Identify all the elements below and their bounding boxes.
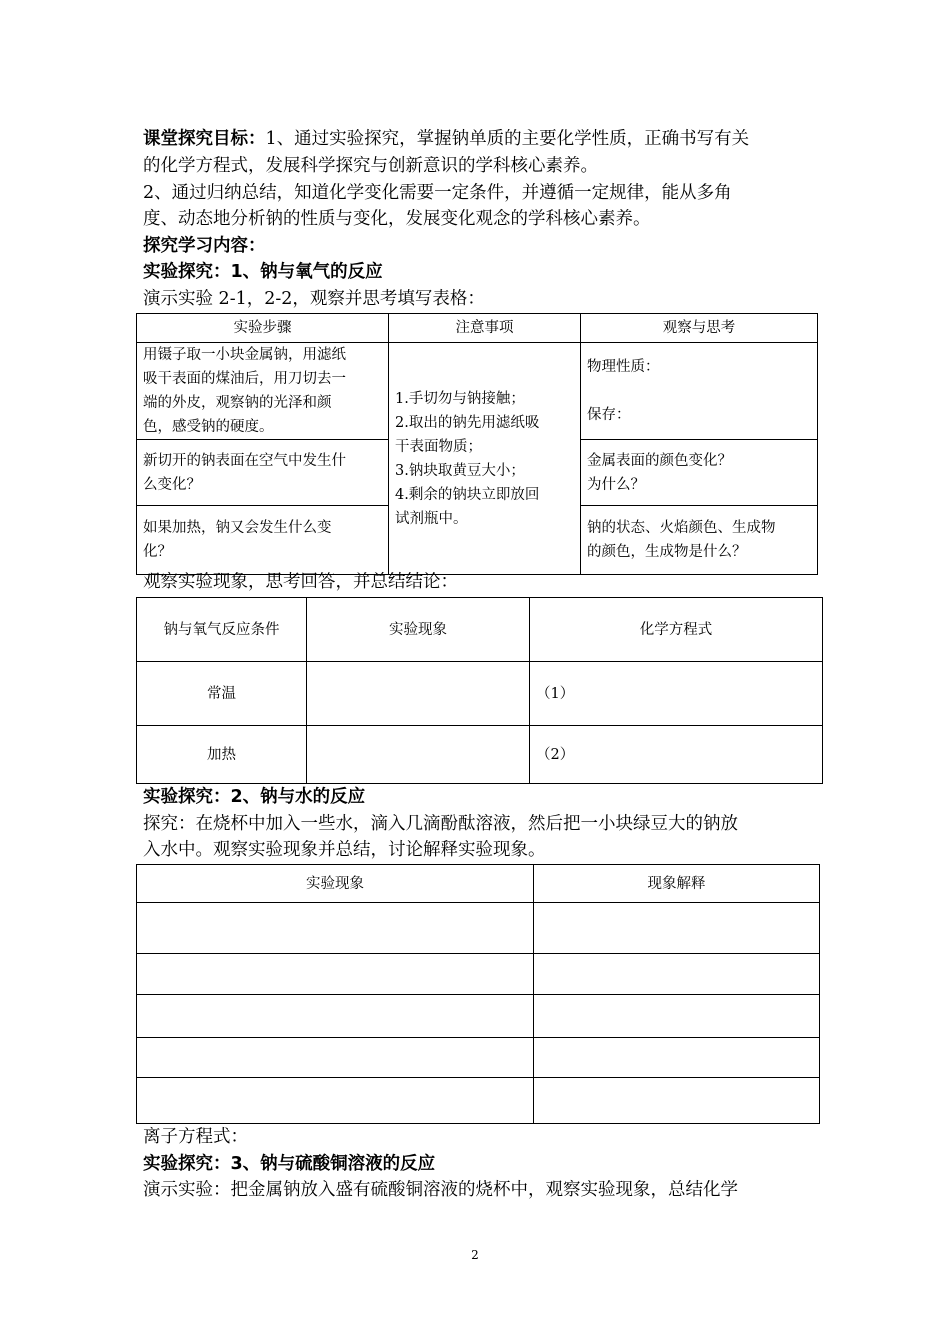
table2-condition-heating: 加热 — [137, 726, 307, 784]
table2-equation-1: （1） — [530, 662, 823, 726]
goal-1a: 1、通过实验探究，掌握钠单质的主要化学性质，正确书写有关 — [265, 129, 750, 149]
table1-header-step: 实验步骤 — [137, 314, 389, 343]
table2-phenomenon-2 — [307, 726, 530, 784]
table3-phenomenon-cell[interactable] — [137, 1038, 534, 1078]
table3-explanation-cell[interactable] — [534, 1078, 820, 1124]
exp2-desc-1: 探究：在烧杯中加入一些水，滴入几滴酚酞溶液，然后把一小块绿豆大的钠放 — [143, 814, 738, 834]
exp3-title: 实验探究：3、钠与硫酸铜溶液的反应 — [143, 1154, 436, 1174]
note-line: 4.剩余的钠块立即放回 — [395, 486, 540, 503]
table3-explanation-cell[interactable] — [534, 1038, 820, 1078]
exp2-desc-2: 入水中。观察实验现象并总结，讨论解释实验现象。 — [143, 840, 546, 860]
table1-observe-3 — [581, 506, 818, 575]
table3-phenomenon-cell[interactable] — [137, 995, 534, 1038]
table1-step-3 — [137, 506, 389, 575]
step-1-line: 色，感受钠的硬度。 — [143, 419, 274, 435]
table2-header-phenomenon: 实验现象 — [307, 598, 530, 662]
table3-header-explanation: 现象解释 — [534, 865, 820, 903]
ionic-equation-label: 离子方程式： — [143, 1127, 248, 1147]
table3-header-phenomenon: 实验现象 — [137, 865, 534, 903]
exp3-desc: 演示实验：把金属钠放入盛有硫酸铜溶液的烧杯中，观察实验现象，总结化学 — [143, 1180, 738, 1200]
table3-phenomenon-cell[interactable] — [137, 954, 534, 995]
observe-1-blank — [587, 379, 811, 403]
table3-explanation-cell[interactable] — [534, 954, 820, 995]
observe-summary-line: 观察实验现象，思考回答，并总结结论： — [143, 572, 458, 592]
table2-phenomenon-1 — [307, 662, 530, 726]
exp1-intro: 演示实验 2-1，2-2，观察并思考填写表格： — [143, 289, 485, 309]
observe-1-line: 保存： — [587, 407, 631, 423]
table3-explanation-cell[interactable] — [534, 995, 820, 1038]
step-3-line: 如果加热，钠又会发生什么变 — [143, 520, 332, 536]
note-line: 干表面物质； — [395, 438, 482, 455]
goal-line-2: 的化学方程式，发展科学探究与创新意识的学科核心素养。 — [143, 156, 598, 176]
observe-1-line: 物理性质： — [587, 359, 660, 375]
observe-2-line: 金属表面的颜色变化？ — [587, 452, 732, 469]
table2-equation-2: （2） — [530, 726, 823, 784]
table3-explanation-cell[interactable] — [534, 903, 820, 954]
table1-notes — [389, 343, 581, 575]
table3-phenomenon-cell[interactable] — [137, 903, 534, 954]
table2-header-equation: 化学方程式 — [530, 598, 823, 662]
step-1-line: 用镊子取一小块金属钠，用滤纸 — [143, 347, 346, 363]
observe-3-line: 钠的状态、火焰颜色、生成物 — [587, 520, 776, 536]
content-title: 探究学习内容： — [143, 236, 266, 256]
note-line: 2.取出的钠先用滤纸吸 — [395, 414, 540, 431]
step-1-line: 吸干表面的煤油后，用刀切去一 — [143, 371, 346, 387]
step-2-line: 新切开的钠表面在空气中发生什 — [143, 452, 346, 469]
page-number: 2 — [471, 1248, 479, 1262]
note-line: 3.钠块取黄豆大小； — [395, 462, 525, 479]
step-2-line: 么变化？ — [143, 476, 201, 493]
table1-header-notes: 注意事项 — [389, 314, 581, 343]
table1-observe-1 — [581, 343, 818, 440]
table3-phenomenon-cell[interactable] — [137, 1078, 534, 1124]
exp2-title: 实验探究：2、钠与水的反应 — [143, 787, 366, 807]
goal-line-1 — [143, 127, 749, 152]
table2-condition-room-temp: 常温 — [137, 662, 307, 726]
table1-observe-2 — [581, 440, 818, 506]
oxygen-reaction-table — [136, 597, 823, 784]
table2-header-condition: 钠与氧气反应条件 — [137, 598, 307, 662]
exp1-title: 实验探究：1、钠与氧气的反应 — [143, 262, 383, 282]
goal-line-4: 度、动态地分析钠的性质与变化，发展变化观念的学科核心素养。 — [143, 209, 651, 229]
water-reaction-table — [136, 864, 820, 1124]
observe-2-line: 为什么？ — [587, 476, 645, 493]
note-line: 试剂瓶中。 — [395, 510, 468, 527]
step-3-line: 化？ — [143, 544, 172, 560]
note-line: 1.手切勿与钠接触； — [395, 390, 525, 407]
table1-header-observe: 观察与思考 — [581, 314, 818, 343]
table1-step-2 — [137, 440, 389, 506]
experiment-table-1 — [136, 313, 818, 575]
step-1-line: 端的外皮，观察钠的光泽和颜 — [143, 395, 332, 411]
goal-label: 课堂探究目标： — [143, 129, 266, 149]
goal-line-3: 2、通过归纳总结，知道化学变化需要一定条件，并遵循一定规律，能从多角 — [143, 183, 732, 203]
table1-step-1 — [137, 343, 389, 440]
observe-3-line: 的颜色，生成物是什么？ — [587, 544, 747, 560]
